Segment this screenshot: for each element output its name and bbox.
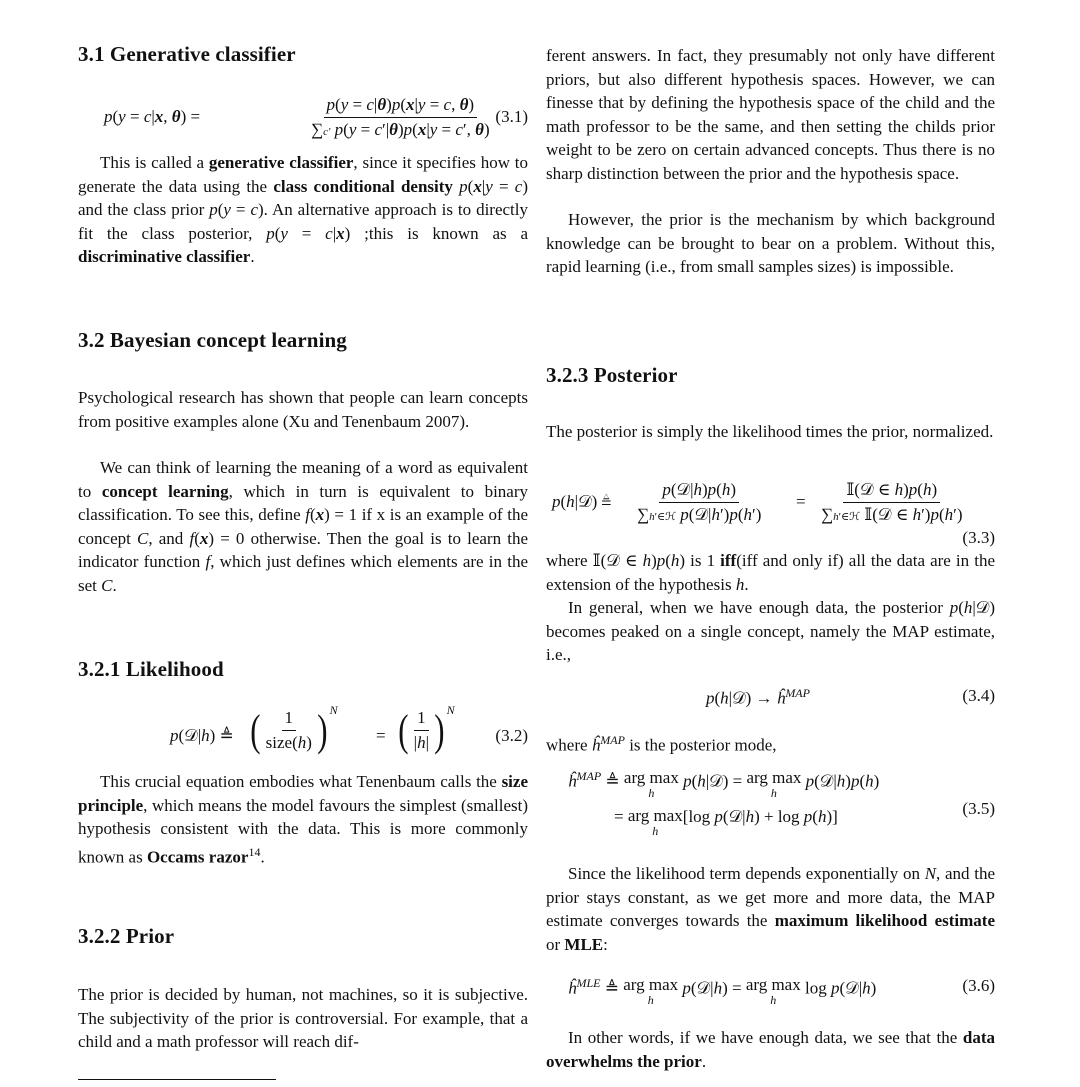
equation-3-4-body: p(h|𝒟) → $ĥ^{MAP}$ — [706, 686, 810, 708]
equation-3-2 — [78, 704, 528, 764]
size-principle-paragraph: This crucial equation embodies what Tenenbaum calls the size principle, which means the model favours the simplest (smallest) hypothesis consistent with the data. This is more commonly known as Occams razor$^{14}$. — [78, 772, 528, 867]
equation-3-3-lhs: p(h|𝒟) ≜ — [552, 492, 612, 511]
section-3-1-heading: 3.1 Generative classifier — [78, 42, 296, 66]
generative-classifier-paragraph: This is called a generative classifier, since it specifies how to generate the data using the class conditional density p(x|y = c) and the class prior p(y = c). An alternative approach is to directly fit the class posterior, p(y = c|x) ;this is known as a discriminative classifier. — [78, 153, 529, 266]
concept-learning-paragraph: We can think of learning the meaning of a word as equivalent to concept learning, which in turn is equivalent to binary classification. To see this, define f(x) = 1 if x is an example of the concept C, and f(x) = 0 otherwise. Then the goal is to learn the indicator function f, which just defines which elements are in the set C. — [78, 458, 529, 595]
indicator-paragraph: where 𝕀(𝒟 ∈ h)p(h) is 1 iff(iff and only if) all the data are in the extension of the hypothesis h. — [546, 551, 996, 594]
equation-3-3-fraction1: p(𝒟|h)p(h) ∑h′∈ℋ p(𝒟|h′)p(h′) — [637, 480, 762, 524]
prior-continued-paragraph: ferent answers. In fact, they presumably not only have different priors, but also different hypothesis spaces. However, we can finesse that by defining the hypothesis space of the child and the math professor to be the same, and then setting the childs prior weight to be zero on certain advanced concepts. Thus there is no sharp distinction between the prior and the hypothesis space. — [546, 46, 995, 183]
section-3-2-1-heading: 3.2.1 Likelihood — [78, 657, 224, 681]
section-3-2-heading: 3.2 Bayesian concept learning — [78, 328, 347, 352]
data-overwhelms-paragraph: In other words, if we have enough data, we see that the data overwhelms the prior. — [546, 1028, 995, 1071]
equation-3-3-equals: = — [796, 492, 806, 511]
posterior-mode-paragraph: where $ĥ^{MAP}$ is the posterior mode, — [546, 733, 777, 755]
psychological-research-paragraph: Psychological research has shown that people can learn concepts from positive examples alone (Xu and Tenenbaum 2007). — [78, 388, 528, 431]
equation-3-3 — [546, 480, 995, 550]
mle-paragraph: Since the likelihood term depends exponentially on N, and the prior stays constant, as we get more and more data, the MAP estimate converges towards the maximum likelihood estimate or MLE: — [546, 864, 995, 954]
section-3-2-3-heading: 3.2.3 Posterior — [546, 363, 678, 387]
background-knowledge-paragraph: However, the prior is the mechanism by which background knowledge can be brought to bear on a problem. Without this, rapid learning (i.e., from small samples sizes) is impossible. — [546, 210, 995, 276]
section-3-2-2-heading: 3.2.2 Prior — [78, 924, 175, 948]
equation-3-6-number: (3.6) — [962, 976, 995, 995]
equation-3-5 — [546, 769, 995, 839]
footnote-divider — [78, 1079, 276, 1080]
equation-3-1-fraction: $\frac{p(y = c|\theta)p(x|y = c, \theta)}{\sum c' p(y = c'|\theta)p(x|y = c', \theta)}$ — [311, 95, 490, 139]
posterior-intro-paragraph: The posterior is simply the likelihood times the prior, normalized. — [546, 422, 994, 441]
equation-3-2-equals: = — [376, 726, 386, 745]
equation-3-6-body: $ĥ^{MLE}$ ≜ arg max h p(𝒟|h) = arg max h log p(𝒟|h) — [568, 975, 877, 1007]
equation-3-4-number: (3.4) — [962, 686, 995, 705]
equation-3-2-lhs: p(𝒟|h) ≜ — [170, 726, 234, 745]
equation-3-5-line1: $ĥ^{MAP}$ ≜ arg max h p(h|𝒟) = arg max h p(𝒟|h)p(h) — [568, 768, 880, 800]
map-estimate-paragraph: In general, when we have enough data, the posterior p(h|𝒟) becomes peaked on a single concept, namely the MAP estimate, i.e., — [546, 598, 995, 664]
equation-3-3-fraction2: 𝕀(𝒟 ∈ h)p(h) ∑h′∈ℋ 𝕀(𝒟 ∈ h′)p(h′) — [821, 480, 963, 524]
equation-3-2-number: (3.2) — [495, 726, 528, 745]
equation-3-2-term1: ( $\frac{1}{\text{size(h)}}$ ) $^N$ — [250, 702, 338, 755]
equation-3-3-number: (3.3) — [962, 528, 995, 547]
equation-3-5-number: (3.5) — [962, 799, 995, 818]
equation-3-1-number: (3.1) — [495, 107, 528, 126]
equation-3-5-line2: = arg max h [log p(𝒟|h) + log p(h)] — [614, 806, 838, 838]
prior-paragraph: The prior is decided by human, not machines, so it is subjective. The subjectivity of the prior is controversial. For example, that a child and a math professor will reach dif- — [78, 985, 528, 1051]
equation-3-1-lhs: p(y = c|x, θ) = — [104, 107, 201, 126]
equation-3-2-term2: ( $\frac{1}{|h|}$ ) $^N$ — [398, 702, 455, 755]
footnote-marker[interactable]: 14 — [248, 844, 261, 859]
